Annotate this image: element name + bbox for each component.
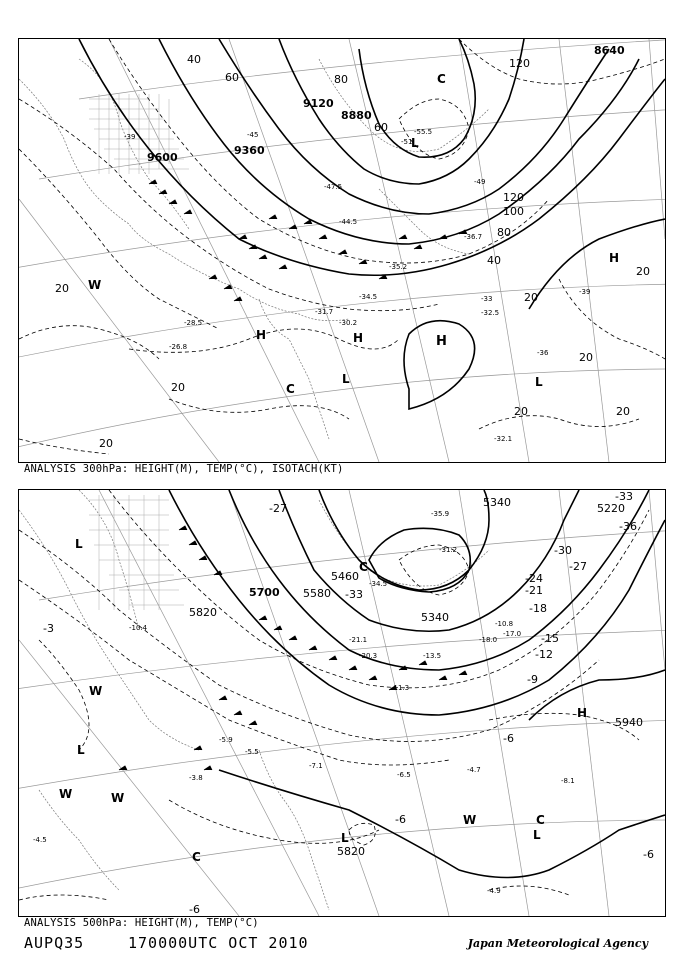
warm-center: W bbox=[463, 813, 477, 827]
temp-obs-label: -4.5 bbox=[33, 836, 47, 844]
isotach-label: 60 bbox=[225, 71, 239, 84]
temp-label: -28.5 bbox=[184, 319, 203, 327]
temp-contour-label: -27 bbox=[269, 502, 287, 515]
isotach-label: 20 bbox=[55, 282, 69, 295]
temp-contour-label: -30 bbox=[554, 544, 572, 557]
height-label: 5220 bbox=[597, 502, 625, 515]
isotach-label: 80 bbox=[497, 226, 511, 239]
temp-label: -36 bbox=[537, 349, 549, 357]
isotach-label: 20 bbox=[171, 381, 185, 394]
temp-obs-label: -11.3 bbox=[391, 684, 410, 692]
map-500hpa-svg bbox=[19, 490, 665, 916]
temp-label: -33 bbox=[481, 295, 493, 303]
low-pressure-center: L bbox=[411, 136, 419, 150]
temp-obs-label: -5.9 bbox=[219, 736, 233, 744]
height-label: 8880 bbox=[341, 109, 372, 122]
height-label: 9120 bbox=[303, 97, 334, 110]
temp-obs-label: -17.0 bbox=[503, 630, 522, 638]
temp-contour-label: -6 bbox=[503, 732, 514, 745]
height-label: 9360 bbox=[234, 144, 265, 157]
temp-obs-label: -5.5 bbox=[245, 748, 259, 756]
high-pressure-center: H bbox=[353, 331, 364, 345]
temp-obs-label: -34.5 bbox=[369, 580, 388, 588]
temp-contour-label: -18 bbox=[529, 602, 547, 615]
cold-center: C bbox=[286, 382, 295, 396]
temp-contour-label: -6 bbox=[643, 848, 654, 861]
temp-label: -35.2 bbox=[389, 263, 408, 271]
temp-label: -26.8 bbox=[169, 343, 188, 351]
temp-label: -36.7 bbox=[464, 233, 483, 241]
temp-obs-label: -21.1 bbox=[349, 636, 368, 644]
temp-contour-label: -6 bbox=[395, 813, 406, 826]
jet-hatching bbox=[89, 495, 184, 610]
temp-contour-label: -33 bbox=[615, 490, 633, 503]
wind-barbs bbox=[119, 526, 467, 770]
cold-center: C bbox=[359, 560, 368, 574]
height-contours bbox=[79, 39, 665, 409]
temp-contour-label: -21 bbox=[525, 584, 543, 597]
temp-label: -34.5 bbox=[359, 293, 378, 301]
height-label: 5940 bbox=[615, 716, 643, 729]
isotach-label: 40 bbox=[487, 254, 501, 267]
warm-center: W bbox=[88, 278, 102, 292]
isotach-label: 60 bbox=[374, 121, 388, 134]
temp-obs-label: -18.0 bbox=[479, 636, 498, 644]
height-label: 5340 bbox=[421, 611, 449, 624]
low-pressure-center: L bbox=[535, 375, 543, 389]
temp-contour-label: -24 bbox=[525, 572, 543, 585]
temp-obs-label: -7.1 bbox=[309, 762, 323, 770]
temp-obs-label: -3.8 bbox=[189, 774, 203, 782]
isotach-label: 120 bbox=[503, 191, 524, 204]
isotach-label: 20 bbox=[579, 351, 593, 364]
temp-contour-label: -3 bbox=[43, 622, 54, 635]
temp-label: -49 bbox=[474, 178, 486, 186]
isotach-label: 80 bbox=[334, 73, 348, 86]
map-300hpa-svg bbox=[19, 39, 665, 462]
temp-label: -45 bbox=[247, 131, 259, 139]
high-pressure-center: H bbox=[609, 251, 620, 265]
temp-label: -47.5 bbox=[324, 183, 343, 191]
temp-obs-label: -10.4 bbox=[129, 624, 148, 632]
warm-center: W bbox=[59, 787, 73, 801]
isotach-label: 40 bbox=[187, 53, 201, 66]
temp-label: -32.5 bbox=[481, 309, 500, 317]
warm-center: W bbox=[111, 791, 125, 805]
temp-label: -51 bbox=[401, 138, 413, 146]
temp-label: -32.1 bbox=[494, 435, 513, 443]
wind-barbs bbox=[149, 180, 467, 301]
temp-obs-label: -13.5 bbox=[423, 652, 442, 660]
low-pressure-center: L bbox=[77, 743, 85, 757]
temp-contour-label: -36 bbox=[619, 520, 637, 533]
temp-obs-label: -35.9 bbox=[431, 510, 450, 518]
analysis-time: 170000UTC OCT 2010 bbox=[128, 934, 309, 952]
height-label: 5580 bbox=[303, 587, 331, 600]
high-pressure-center: H bbox=[256, 328, 267, 342]
height-label-group bbox=[189, 496, 643, 858]
high-pressure-center: H bbox=[577, 706, 588, 720]
height-label: 5700 bbox=[249, 586, 280, 599]
temp-contour-label: -27 bbox=[569, 560, 587, 573]
isotach-label: 120 bbox=[509, 57, 530, 70]
low-pressure-center: L bbox=[342, 372, 350, 386]
temp-contour-label: -9 bbox=[527, 673, 538, 686]
temperature-contours bbox=[19, 39, 665, 454]
agency-credit: Japan Meteorological Agency bbox=[467, 937, 648, 950]
height-label: 9600 bbox=[147, 151, 178, 164]
height-contours bbox=[169, 490, 665, 878]
low-pressure-center: L bbox=[341, 831, 349, 845]
temp-obs-label: -31.2 bbox=[439, 546, 458, 554]
low-pressure-center: L bbox=[75, 537, 83, 551]
temp-obs-label: -4.9 bbox=[487, 887, 501, 895]
cold-center: C bbox=[192, 850, 201, 864]
temp-label: -39 bbox=[579, 288, 591, 296]
temp-obs-label: -8.1 bbox=[561, 777, 575, 785]
height-label: 5820 bbox=[337, 845, 365, 858]
temp-label: -44.5 bbox=[339, 218, 358, 226]
warm-center: W bbox=[89, 684, 103, 698]
isotach-label: 20 bbox=[616, 405, 630, 418]
caption-300hpa: ANALYSIS 300hPa: HEIGHT(M), TEMP(°C), ISOTACH(KT) bbox=[24, 463, 344, 475]
chart-code: AUPQ35 bbox=[24, 934, 85, 952]
caption-500hpa: ANALYSIS 500hPa: HEIGHT(M), TEMP(°C) bbox=[24, 917, 259, 929]
cold-center: C bbox=[437, 72, 446, 86]
temp-obs-label: -20.3 bbox=[359, 652, 378, 660]
analysis-300hpa-map bbox=[18, 38, 666, 463]
isotach-label: 20 bbox=[636, 265, 650, 278]
temp-label: -31.7 bbox=[315, 308, 334, 316]
analysis-500hpa-map bbox=[18, 489, 666, 917]
isotach-label: 20 bbox=[99, 437, 113, 450]
height-label: 8640 bbox=[594, 44, 625, 57]
temp-contour-label: -15 bbox=[541, 632, 559, 645]
temp-label: -39 bbox=[124, 133, 136, 141]
temp-contour-label: -12 bbox=[535, 648, 553, 661]
height-label: 5820 bbox=[189, 606, 217, 619]
temp-obs-label: -4.7 bbox=[467, 766, 481, 774]
isotach-label: 20 bbox=[514, 405, 528, 418]
isotach-label: 100 bbox=[503, 205, 524, 218]
temp-label: -30.2 bbox=[339, 319, 358, 327]
temp-label-group bbox=[124, 128, 590, 443]
isotach-label: 20 bbox=[524, 291, 538, 304]
temp-label: -55.5 bbox=[414, 128, 433, 136]
temp-contour-label: -6 bbox=[189, 903, 200, 916]
low-pressure-center: L bbox=[533, 828, 541, 842]
cold-center: C bbox=[536, 813, 545, 827]
height-label-group bbox=[249, 586, 280, 599]
height-label: 5460 bbox=[331, 570, 359, 583]
high-pressure-center-main: H bbox=[436, 334, 447, 349]
temp-obs-label: -6.5 bbox=[397, 771, 411, 779]
temp-contour-label: -33 bbox=[345, 588, 363, 601]
height-label: 5340 bbox=[483, 496, 511, 509]
temp-obs-label: -10.8 bbox=[495, 620, 514, 628]
